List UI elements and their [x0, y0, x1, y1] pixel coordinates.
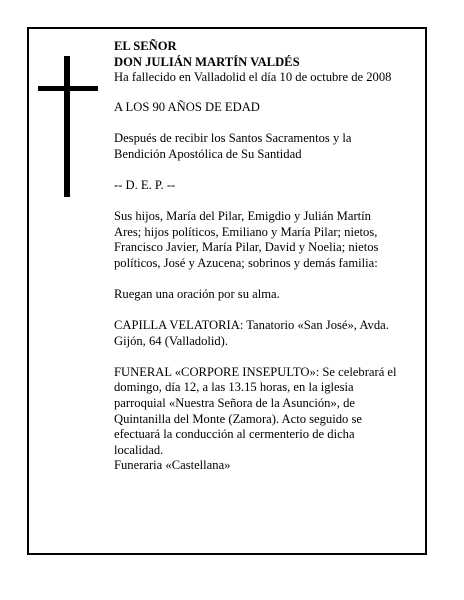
sacraments-line-2: Bendición Apostólica de Su Santidad [114, 146, 302, 161]
cross-icon [64, 56, 70, 197]
funeral-line-4: Quintanilla del Monte (Zamora). Acto seguido se [114, 411, 362, 426]
chapel-line-2: Gijón, 64 (Valladolid). [114, 333, 229, 348]
deceased-name: DON JULIÁN MARTÍN VALDÉS [114, 54, 300, 69]
funeral-line-1: FUNERAL «CORPORE INSEPULTO»: Se celebrará el [114, 364, 397, 379]
deceased-title: EL SEÑOR [114, 39, 177, 53]
funeral-home: Funeraria «Castellana» [114, 458, 231, 473]
death-line: Ha fallecido en Valladolid el día 10 de octubre de 2008 [114, 70, 392, 85]
family-line-3: Francisco Javier, María Pilar, David y Noelia; nietos [114, 240, 379, 255]
family-line-2: Ares; hijos políticos, Emiliano y María Pilar; nietos, [114, 224, 378, 239]
funeral-line-5: efectuará la conducción al cermenterio de dicha [114, 427, 355, 442]
prayer-line: Ruegan una oración por su alma. [114, 286, 280, 301]
funeral-line-6: localidad. [114, 442, 164, 457]
obituary-text [114, 39, 424, 474]
chapel-line-1: CAPILLA VELATORIA: Tanatorio «San José», Avda. [114, 318, 389, 333]
funeral-line-3: parroquial «Nuestra Señora de la Asunción», de [114, 396, 355, 411]
rip-line: -- D. E. P. -- [114, 177, 176, 192]
sacraments-line-1: Después de recibir los Santos Sacramentos y la [114, 130, 352, 145]
family-line-4: políticos, José y Azucena; sobrinos y demás familia: [114, 255, 378, 270]
cross-icon-bar [38, 86, 98, 91]
funeral-line-2: domingo, día 12, a las 13.15 horas, en la iglesia [114, 380, 354, 395]
age-line: A LOS 90 AÑOS DE EDAD [114, 99, 260, 114]
family-line-1: Sus hijos, María del Pilar, Emigdio y Julián Martín [114, 208, 371, 223]
